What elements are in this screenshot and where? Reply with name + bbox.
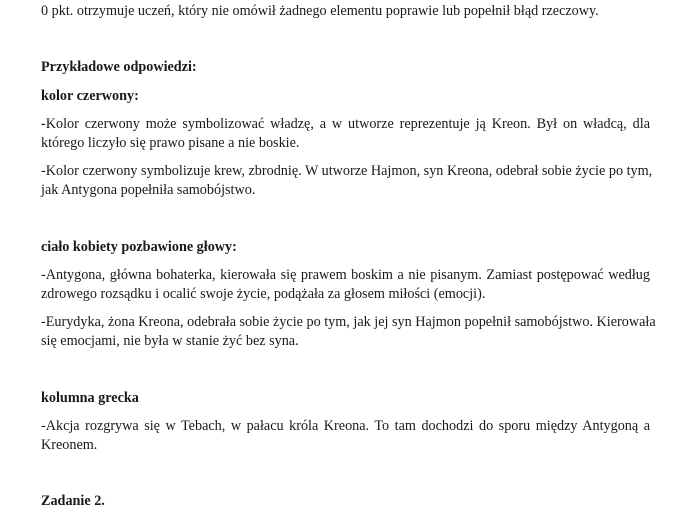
- answer-line: -Antygona, główna bohaterka, kierowała się prawem boskim a nie pisanym. Zamiast postępować według: [41, 267, 650, 283]
- answer-line: -Eurydyka, żona Kreona, odebrała sobie życie po tym, jak jej syn Hajmon popełnił samobójstwo. Kierowała: [41, 314, 656, 330]
- section-heading-red-color: kolor czerwony:: [41, 88, 139, 104]
- answer-line: Kreonem.: [41, 437, 98, 453]
- answer-line: się emocjami, nie była w stanie żyć bez syna.: [41, 333, 299, 349]
- section-heading-greek-column: kolumna grecka: [41, 390, 139, 406]
- section-heading-headless-body: ciało kobiety pozbawione głowy:: [41, 239, 237, 255]
- scoring-note: 0 pkt. otrzymuje uczeń, który nie omówił żadnego elementu poprawie lub popełnił błąd rzeczowy.: [41, 3, 599, 19]
- answer-line: zdrowego rozsądku i ocalić swoje życie, podążała za głosem miłości (emocji).: [41, 286, 486, 302]
- answer-line: -Kolor czerwony może symbolizować władzę, a w utworze reprezentuje ją Kreon. Był on władcą, dla: [41, 116, 650, 132]
- answer-line: -Akcja rozgrywa się w Tebach, w pałacu króla Kreona. To tam dochodzi do sporu między Antygoną a: [41, 418, 650, 434]
- answer-line: którego liczyło się prawo pisane a nie boskie.: [41, 135, 300, 151]
- answer-line: jak Antygona popełniła samobójstwo.: [41, 182, 256, 198]
- answer-line: -Kolor czerwony symbolizuje krew, zbrodnię. W utworze Hajmon, syn Kreona, odebrał sobie życie po tym,: [41, 163, 653, 179]
- examples-heading: Przykładowe odpowiedzi:: [41, 59, 197, 75]
- next-task-heading: Zadanie 2.: [41, 493, 105, 509]
